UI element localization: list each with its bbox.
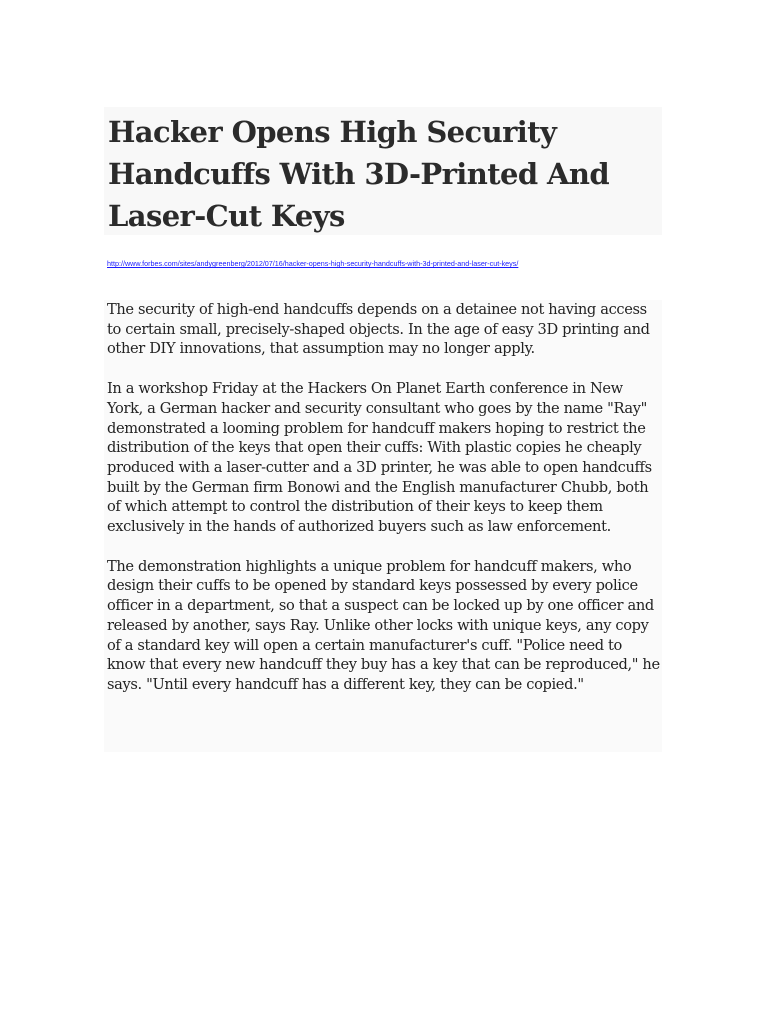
article-headline: Hacker Opens High Security Handcuffs With 3D-Printed And Laser-Cut Keys xyxy=(108,115,610,233)
headline-container xyxy=(104,107,662,235)
paragraph-2: In a workshop Friday at the Hackers On Planet Earth conference in New York, a German hacker and security consultant who goes by the name "Ray" demonstrated a looming problem for handcuff makers hoping to restrict the distribution of the keys that open their cuffs: With plastic copies he cheaply produced with a laser-cutter and a 3D printer, he was able to open handcuffs built by the German firm Bonowi and the English manufacturer Chubb, both of which attempt to control the distribution of their keys to keep them exclusively in the hands of authorized buyers such as law enforcement. xyxy=(107,380,652,536)
article-body xyxy=(104,300,662,752)
paragraph-3: The demonstration highlights a unique problem for handcuff makers, who design their cuffs to be opened by standard keys possessed by every police officer in a department, so that a suspect can be locked up by one officer and released by another, says Ray. Unlike other locks with unique keys, any copy of a standard key will open a certain manufacturer's cuff. "Police need to know that every new handcuff they buy has a key that can be reproduced," he says. "Until every handcuff has a different key, they can be copied." xyxy=(107,557,660,693)
paragraph-1: The security of high-end handcuffs depends on a detainee not having access to certain small, precisely-shaped objects. In the age of easy 3D printing and other DIY innovations, that assumption may no longer apply. xyxy=(107,301,650,358)
source-url-link[interactable]: http://www.forbes.com/sites/andygreenberg/2012/07/16/hacker-opens-high-security-handcuffs-with-3d-printed-and-laser-cut-keys/ xyxy=(107,259,519,268)
